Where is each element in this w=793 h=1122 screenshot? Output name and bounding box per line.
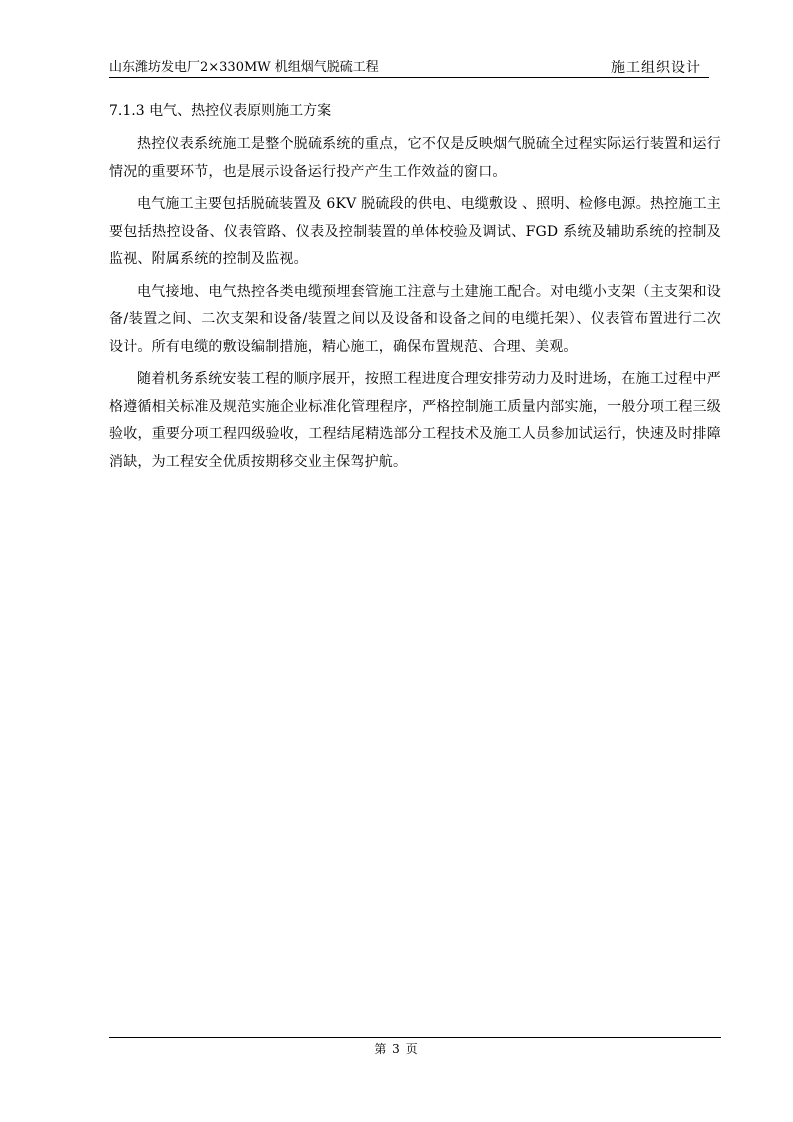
paragraph: 电气施工主要包括脱硫装置及 6KV 脱硫段的供电、电缆敷设 、照明、检修电源。热控施工主要包括热控设备、仪表管路、仪表及控制装置的单体校验及调试、FGD 系统及辅助系统的控制及监视、附属系统的控制及监视。 — [109, 196, 721, 267]
paragraph: 电气接地、电气热控各类电缆预埋套管施工注意与土建施工配合。对电缆小支架（主支架和设备/装置之间、二次支架和设备/装置之间以及设备和设备之间的电缆托架）、仪表管布置进行二次设计。所有电缆的敷设编制措施，精心施工，确保布置规范、合理、美观。 — [109, 283, 721, 355]
paragraph: 热控仪表系统施工是整个脱硫系统的重点，它不仅是反映烟气脱硫全过程实际运行装置和运行情况的重要环节，也是展示设备运行投产产生工作效益的窗口。 — [109, 136, 721, 180]
section-heading: 7.1.3 电气、热控仪表原则施工方案 — [109, 103, 332, 119]
paragraph: 随着机务系统安装工程的顺序展开，按照工程进度合理安排劳动力及时进场，在施工过程中严格遵循相关标准及规范实施企业标准化管理程序，严格控制施工质量内部实施，一般分项工程三级验收，重要分项工程四级验收，工程结尾精选部分工程技术及施工人员参加试运行，快速及时排障消缺，为工程安全优质按期移交业主保驾护航。 — [109, 371, 721, 470]
page-number: 第 3 页 — [374, 1042, 419, 1056]
header-divider — [109, 77, 709, 78]
project-title: 山东潍坊发电厂2×330MW 机组烟气脱硫工程 — [109, 60, 379, 75]
footer-divider — [109, 1037, 721, 1038]
page-header — [109, 58, 711, 78]
main-content — [109, 101, 721, 481]
document-type: 施工组织设计 — [611, 60, 701, 76]
